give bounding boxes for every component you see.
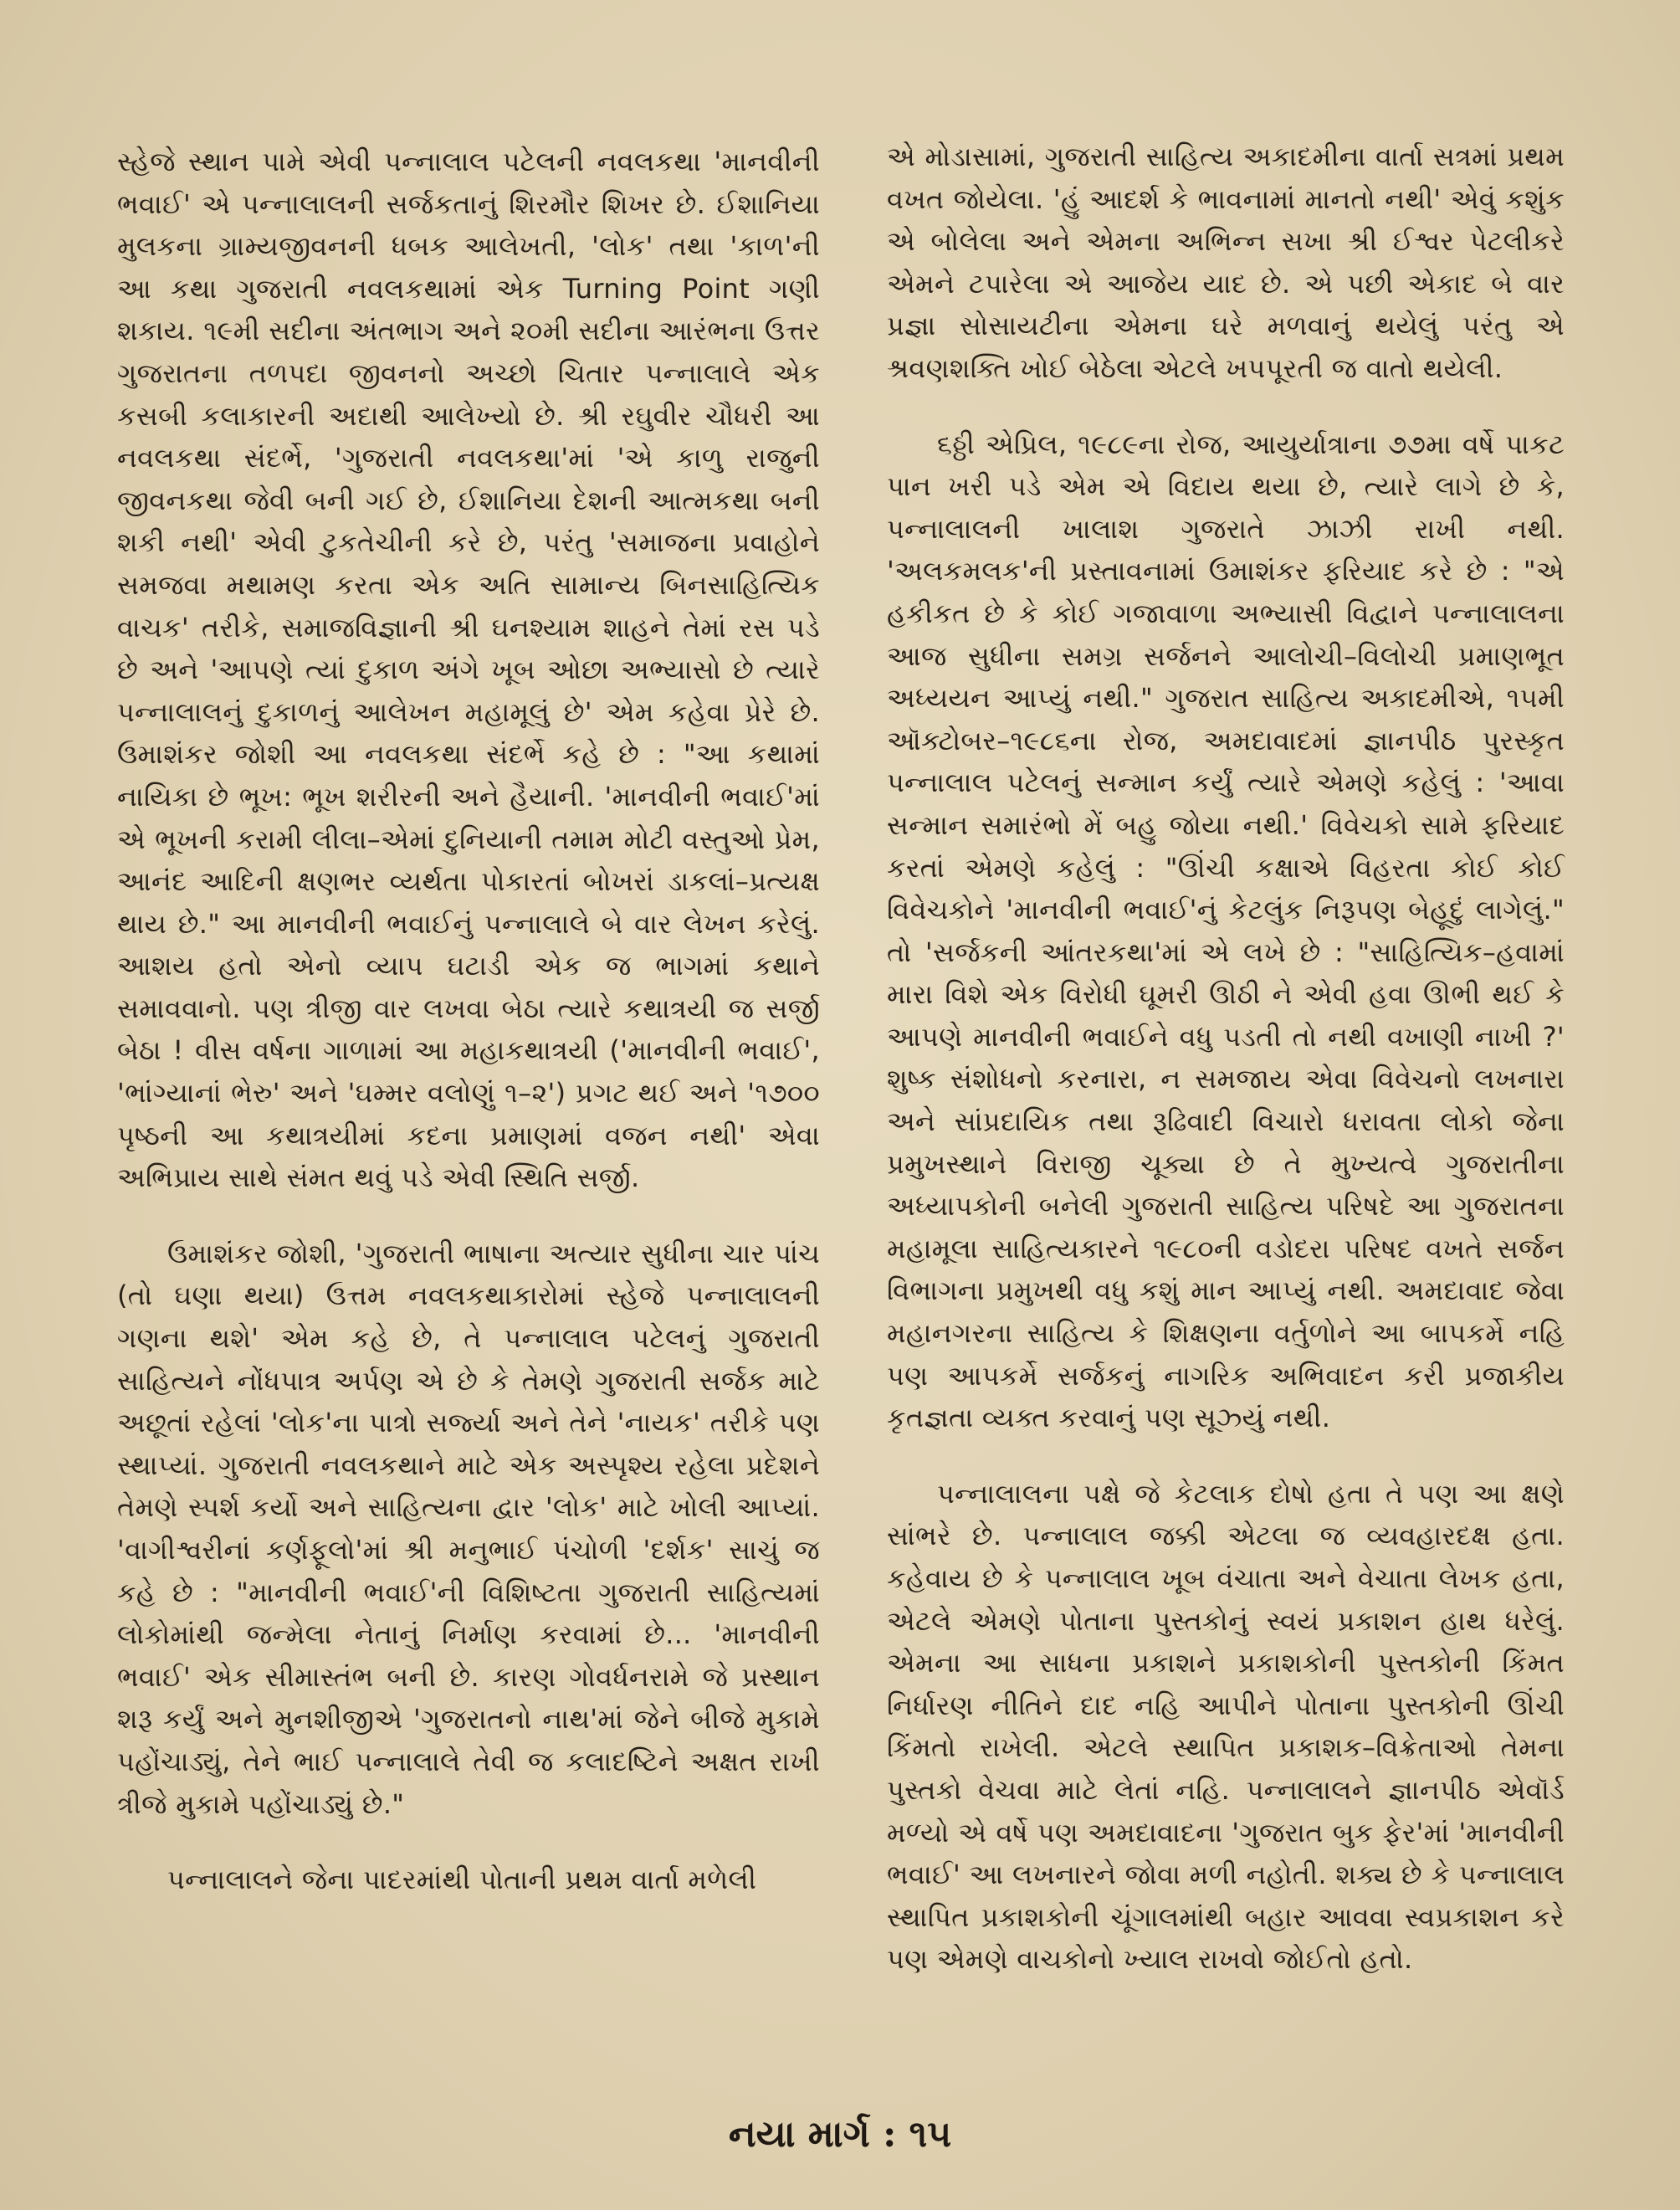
left-column [117,141,820,1935]
left-paragraph-2: ઉમાશંકર જોશી, 'ગુજરાતી ભાષાના અત્યાર સુધીના ચાર પાંચ (તો ઘણા થયા) ઉત્તમ નવલકથાકારોમાં સ્હેજે પન્નાલાલની ગણના થશે' એમ કહે છે, તે પન્નાલાલ પટેલનું ગુજરાતી સાહિત્યને નોંધપાત્ર અર્પણ એ છે કે તેમણે ગુજરાતી સર્જક માટે અછૂતાં રહેલાં 'લોક'ના પાત્રો સર્જ્યા અને તેને 'નાયક' તરીકે પણ સ્થાપ્યાં. ગુજરાતી નવલકથાને માટે એક અસ્પૃશ્ય રહેલા પ્રદેશને તેમણે સ્પર્શ કર્યો અને સાહિત્યના દ્વાર 'લોક' માટે ખોલી આપ્યાં. 'વાગીશ્વરીનાં કર્ણફૂલો'માં શ્રી મનુભાઈ પંચોળી 'દર્શક' સાચું જ કહે છે : "માનવીની ભવાઈ'ની વિશિષ્ટતા ગુજરાતી સાહિત્યમાં લોકોમાંથી જન્મેલા નેતાનું નિર્માણ કરવામાં છે... 'માનવીની ભવાઈ' એક સીમાસ્તંભ બની છે. કારણ ગોવર્ધનરામે જે પ્રસ્થાન શરૂ કર્યું અને મુનશીજીએ 'ગુજરાતનો નાથ'માં જેને બીજે મુકામે પહોંચાડ્યું, તેને ભાઈ પન્નાલાલે તેવી જ કલાદષ્ટિને અક્ષત રાખી ત્રીજે મુકામે પહોંચાડ્યું છે." [117,1237,820,1820]
right-paragraph-2: ૬ઠ્ઠી એપ્રિલ, ૧૯૮૯ના રોજ, આયુર્યાત્રાના ૭૭મા વર્ષે પાકટ પાન ખરી પડે એમ એ વિદાય થયા છે, ત્યારે લાગે છે કે, પન્નાલાલની ખાલાશ ગુજરાતે ઝાઝી રાખી નથી. 'અલકમલક'ની પ્રસ્તાવનામાં ઉમાશંકર ફરિયાદ કરે છે : "એ હકીકત છે કે કોઈ ગજાવાળા અભ્યાસી વિદ્વાને પન્નાલાલના આજ સુધીના સમગ્ર સર્જનને આલોચી–વિલોચી પ્રમાણભૂત અધ્યયન આપ્યું નથી." ગુજરાત સાહિત્ય અકાદમીએ, ૧૫મી ઑક્ટોબર–૧૯૮૬ના રોજ, અમદાવાદમાં જ્ઞાનપીઠ પુરસ્કૃત પન્નાલાલ પટેલનું સન્માન કર્યું ત્યારે એમણે કહેલું : 'આવા સન્માન સમારંભો મેં બહુ જોયા નથી.' વિવેચકો સામે ફરિયાદ કરતાં એમણે કહેલું : "ઊંચી કક્ષાએ વિહરતા કોઈ કોઈ વિવેચકોને 'માનવીની ભવાઈ'નું કેટલુંક નિરૂપણ બેહૂદું લાગેલું." તો 'સર્જકની આંતરકથા'માં એ લખે છે : "સાહિત્યિક–હવામાં મારા વિશે એક વિરોધી ઘૂમરી ઊઠી ને એવી હવા ઊભી થઈ કે આપણે માનવીની ભવાઈને વધુ પડતી તો નથી વખાણી નાખી ?' શુષ્ક સંશોધનો કરનારા, ન સમજાય એવા વિવેચનો લખનારા અને સાંપ્રદાયિક તથા રૂઢિવાદી વિચારો ધરાવતા લોકો જેના પ્રમુખસ્થાને વિરાજી ચૂક્યા છે તે મુખ્યત્વે ગુજરાતીના અધ્યાપકોની બનેલી ગુજરાતી સાહિત્ય પરિષદે આ ગુજરાતના મહામૂલા સાહિત્યકારને ૧૯૮૦ની વડોદરા પરિષદ વખતે સર્જન વિભાગના પ્રમુખથી વધુ કશું માન આપ્યું નથી. અમદાવાદ જેવા મહાનગરના સાહિત્ય કે શિક્ષણના વર્તુળોને આ બાપકર્મે નહિ પણ આપકર્મે સર્જકનું નાગરિક અભિવાદન કરી પ્રજાકીય કૃતજ્ઞતા વ્યક્ત કરવાનું પણ સૂઝ્યું નથી. [887,428,1565,1434]
left-paragraph-1: સ્હેજે સ્થાન પામે એવી પન્નાલાલ પટેલની નવલકથા 'માનવીની ભવાઈ' એ પન્નાલાલની સર્જકતાનું શિરમૌર શિખર છે. ઈશાનિયા મુલકના ગ્રામ્યજીવનની ધબક આલેખતી, 'લોક' તથા 'કાળ'ની આ કથા ગુજરાતી નવલકથામાં એક Turning Point ગણી શકાય. ૧૯મી સદીના અંતભાગ અને ૨૦મી સદીના આરંભના ઉત્તર ગુજરાતના તળપદા જીવનનો અચ્છો ચિતાર પન્નાલાલે એક કસબી કલાકારની અદાથી આલેખ્યો છે. શ્રી રઘુવીર ચૌધરી આ નવલકથા સંદર્ભે, 'ગુજરાતી નવલકથા'માં 'એ કાળુ રાજુની જીવનકથા જેવી બની ગઈ છે, ઈશાનિયા દેશની આત્મકથા બની શકી નથી' એવી ટુકતેચીની કરે છે, પરંતુ 'સમાજના પ્રવાહોને સમજવા મથામણ કરતા એક અતિ સામાન્ય બિનસાહિત્યિક વાચક' તરીકે, સમાજવિજ્ઞાની શ્રી ઘનશ્યામ શાહને તેમાં રસ પડે છે અને 'આપણે ત્યાં દુકાળ અંગે ખૂબ ઓછા અભ્યાસો છે ત્યારે પન્નાલાલનું દુકાળનું આલેખન મહામૂલું છે' એમ કહેવા પ્રેરે છે. ઉમાશંકર જોશી આ નવલકથા સંદર્ભે કહે છે : "આ કથામાં નાયિકા છે ભૂખ: ભૂખ શરીરની અને હૈયાની. 'માનવીની ભવાઈ'માં એ ભૂખની કરામી લીલા–એમાં દુનિયાની તમામ મોટી વસ્તુઓ પ્રેમ, આનંદ આદિની ક્ષણભર વ્યર્થતા પોકારતાં બોખરાં ડાકલાં–પ્રત્યક્ષ થાય છે." આ માનવીની ભવાઈનું પન્નાલાલે બે વાર લેખન કરેલું. આશય હતો એનો વ્યાપ ઘટાડી એક જ ભાગમાં કથાને સમાવવાનો. પણ ત્રીજી વાર લખવા બેઠા ત્યારે કથાત્રયી જ સર્જી બેઠા ! વીસ વર્ષના ગાળામાં આ મહાકથાત્રયી ('માનવીની ભવાઈ', 'ભાંગ્યાનાં ભેરુ' અને 'ઘમ્મર વલોણું ૧–૨') પ્રગટ થઈ અને '૧૭૦૦ પૃષ્ઠની આ કથાત્રયીમાં કદના પ્રમાણમાં વજન નથી' એવા અભિપ્રાય સાથે સંમત થવું પડે એવી સ્થિતિ સર્જી. [117,146,820,1194]
page-footer: નયા માર્ગ : ૧૫ [728,2113,952,2156]
right-paragraph-3: પન્નાલાલના પક્ષે જે કેટલાક દોષો હતા તે પણ આ ક્ષણે સાંભરે છે. પન્નાલાલ જક્કી એટલા જ વ્યવહારદક્ષ હતા. કહેવાય છે કે પન્નાલાલ ખૂબ વંચાતા અને વેચાતા લેખક હતા, એટલે એમણે પોતાના પુસ્તકોનું સ્વયં પ્રકાશન હાથ ધરેલું. એમના આ સાધના પ્રકાશને પ્રકાશકોની પુસ્તકોની કિંમત નિર્ધારણ નીતિને દાદ નહિ આપીને પોતાના પુસ્તકોની ઊંચી કિંમતો રાખેલી. એટલે સ્થાપિત પ્રકાશક–વિક્રેતાઓ તેમના પુસ્તકો વેચવા માટે લેતાં નહિ. પન્નાલાલને જ્ઞાનપીઠ એવૉર્ડ મળ્યો એ વર્ષે પણ અમદાવાદના 'ગુજરાત બુક ફેર'માં 'માનવીની ભવાઈ' આ લખનારને જોવા મળી નહોતી. શક્ય છે કે પન્નાલાલ સ્થાપિત પ્રકાશકોની ચૂંગાલમાંથી બહાર આવવા સ્વપ્રકાશન કરે પણ એમણે વાચકોનો ખ્યાલ રાખવો જોઈતો હતો. [887,1477,1565,1976]
left-paragraph-3: પન્નાલાલને જેના પાદરમાંથી પોતાની પ્રથમ વાર્તા મળેલી [167,1864,757,1896]
right-column [887,136,1565,2014]
right-paragraph-1: એ મોડાસામાં, ગુજરાતી સાહિત્ય અકાદમીના વાર્તા સત્રમાં પ્રથમ વખત જોયેલા. 'હું આદર્શ કે ભાવનામાં માનતો નથી' એવું કશુંક એ બોલેલા અને એમના અભિન્ન સખા શ્રી ઈશ્વર પેટલીકરે એમને ટપારેલા એ આજેય યાદ છે. એ પછી એકાદ બે વાર પ્રજ્ઞા સોસાયટીના એમના ઘરે મળવાનું થયેલું પરંતુ એ શ્રવણશક્તિ ખોઈ બેઠેલા એટલે ખપપૂરતી જ વાતો થયેલી. [887,141,1565,384]
